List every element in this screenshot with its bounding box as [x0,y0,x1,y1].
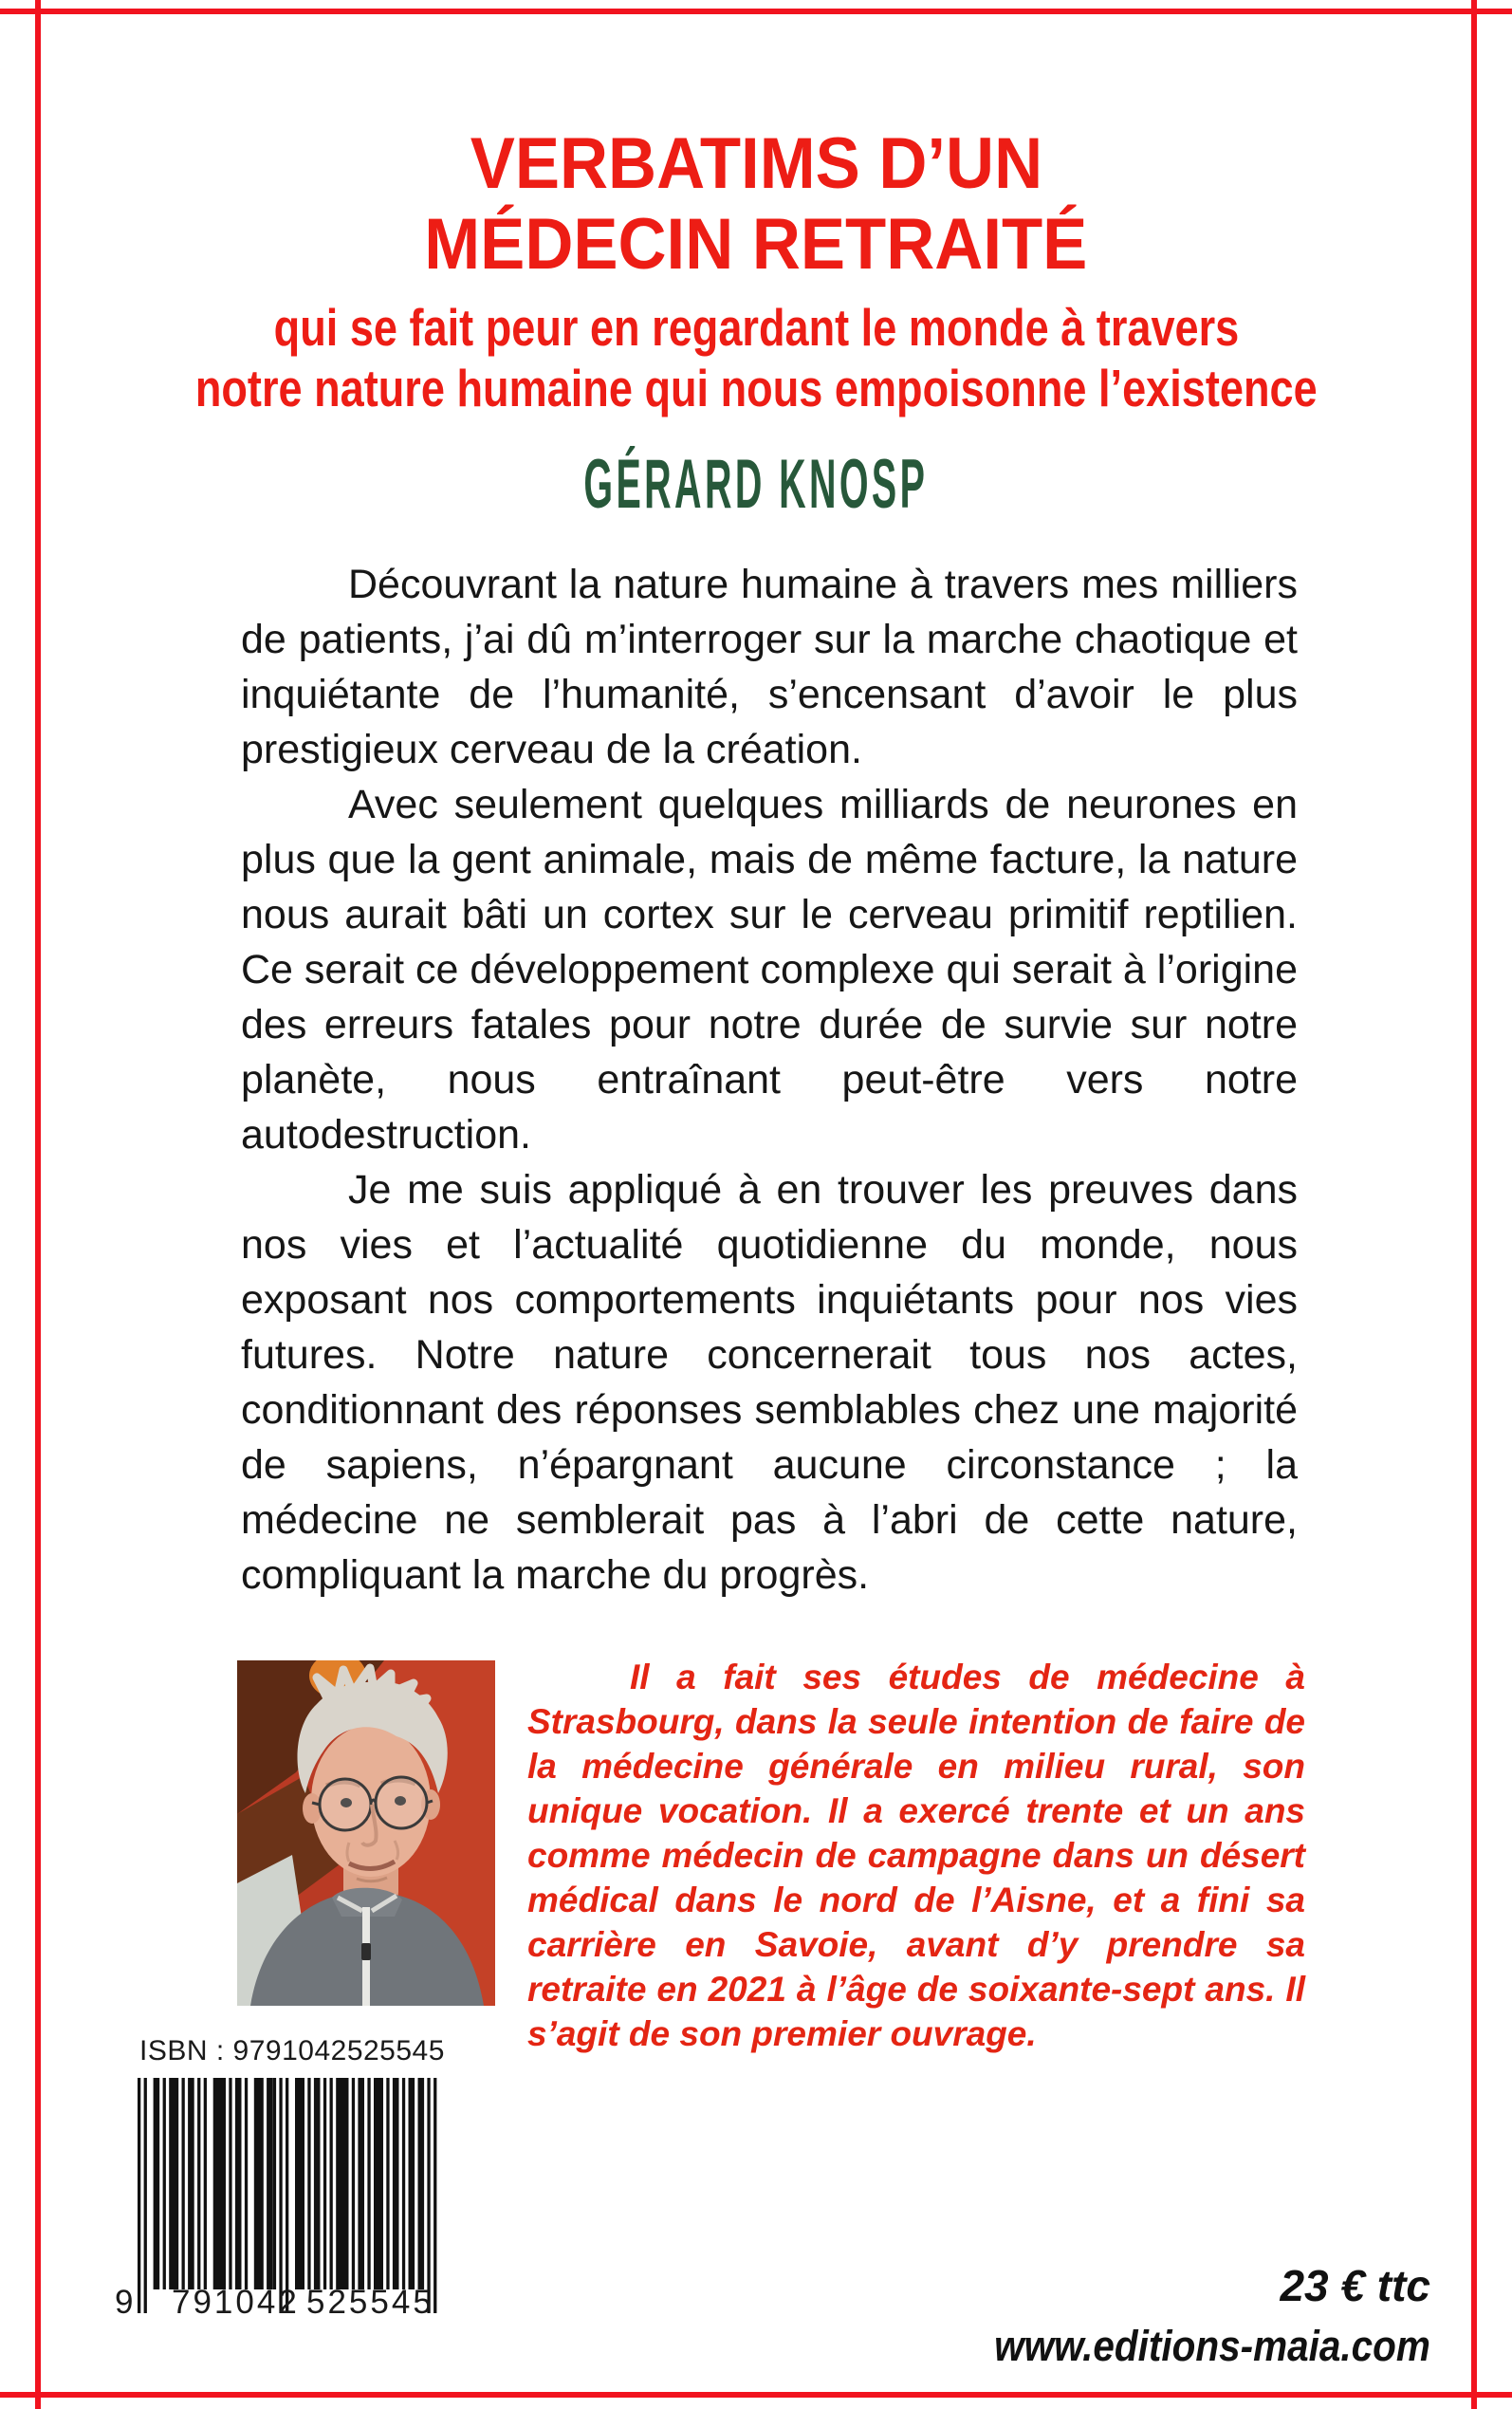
barcode-digits-left: 791042 [172,2284,300,2321]
book-title-line1: VERBATIMS D’UN [470,123,1042,204]
price-label: 23 € ttc [1280,2261,1430,2310]
trim-line-bottom [0,2392,1512,2398]
author-photo [237,1660,495,2006]
barcode-digits [115,2286,456,2324]
author-portrait-illustration [237,1660,495,2006]
barcode-digits-right: 525545 [306,2284,434,2321]
synopsis [241,557,1298,1603]
trim-line-top [0,9,1512,14]
synopsis-paragraph-1: Découvrant la nature humaine à travers mes milliers de patients, j’ai dû m’interroger sur la marche chaotique et inquiétante de l’humanité, s’encensant d’avoir le plus prestigieux cerveau de la création. [241,562,1298,772]
book-title [0,123,1512,285]
author-bio-text: Il a fait ses études de médecine à Strasbourg, dans la seule intention de faire de la médecine générale en milieu rural, son unique vocation. Il a exercé trente et un ans comme médecin de campagne dans un désert médical dans le nord de l’Aisne, et a fini sa carrière en Savoie, avant d’y prendre sa retraite en 2021 à l’âge de soixante-sept ans. Il s’agit de son premier ouvrage. [527,1658,1305,2053]
book-subtitle-line1: qui se fait peur en regardant le monde à travers [273,298,1239,357]
isbn-label: ISBN : 9791042525545 [139,2035,445,2066]
author-name: GÉRARD KNOSP [583,445,929,524]
publisher-website: www.editions-maia.com [994,2322,1430,2370]
author-bio [527,1655,1305,2056]
barcode-digit-lead: 9 [115,2284,134,2321]
book-title-line2: MÉDECIN RETRAITÉ [424,204,1088,285]
barcode-bars [138,2078,437,2321]
synopsis-paragraph-3: Je me suis appliqué à en trouver les preuves dans nos vies et l’actualité quotidienne du monde, nous exposant nos comportements inquiétants pour nos vies futures. Notre nature concernerait tous nos actes, conditionnant des réponses semblables chez une majorité de sapiens, n’épargnant aucune circonstance ; la médecine ne semblerait pas à l’abri de cette nature, compliquant la marche du progrès. [241,1167,1298,1598]
book-subtitle [0,297,1512,418]
synopsis-paragraph-2: Avec seulement quelques milliards de neurones en plus que la gent animale, mais de même facture, la nature nous aurait bâti un cortex sur le cerveau primitif reptilien. Ce serait ce développement complexe qui serait à l’origine des erreurs fatales pour notre durée de survie sur notre planète, nous entraînant peut-être vers notre autodestruction. [241,782,1298,1158]
book-subtitle-line2: notre nature humaine qui nous empoisonne l’existence [194,359,1318,417]
barcode [115,2078,437,2321]
